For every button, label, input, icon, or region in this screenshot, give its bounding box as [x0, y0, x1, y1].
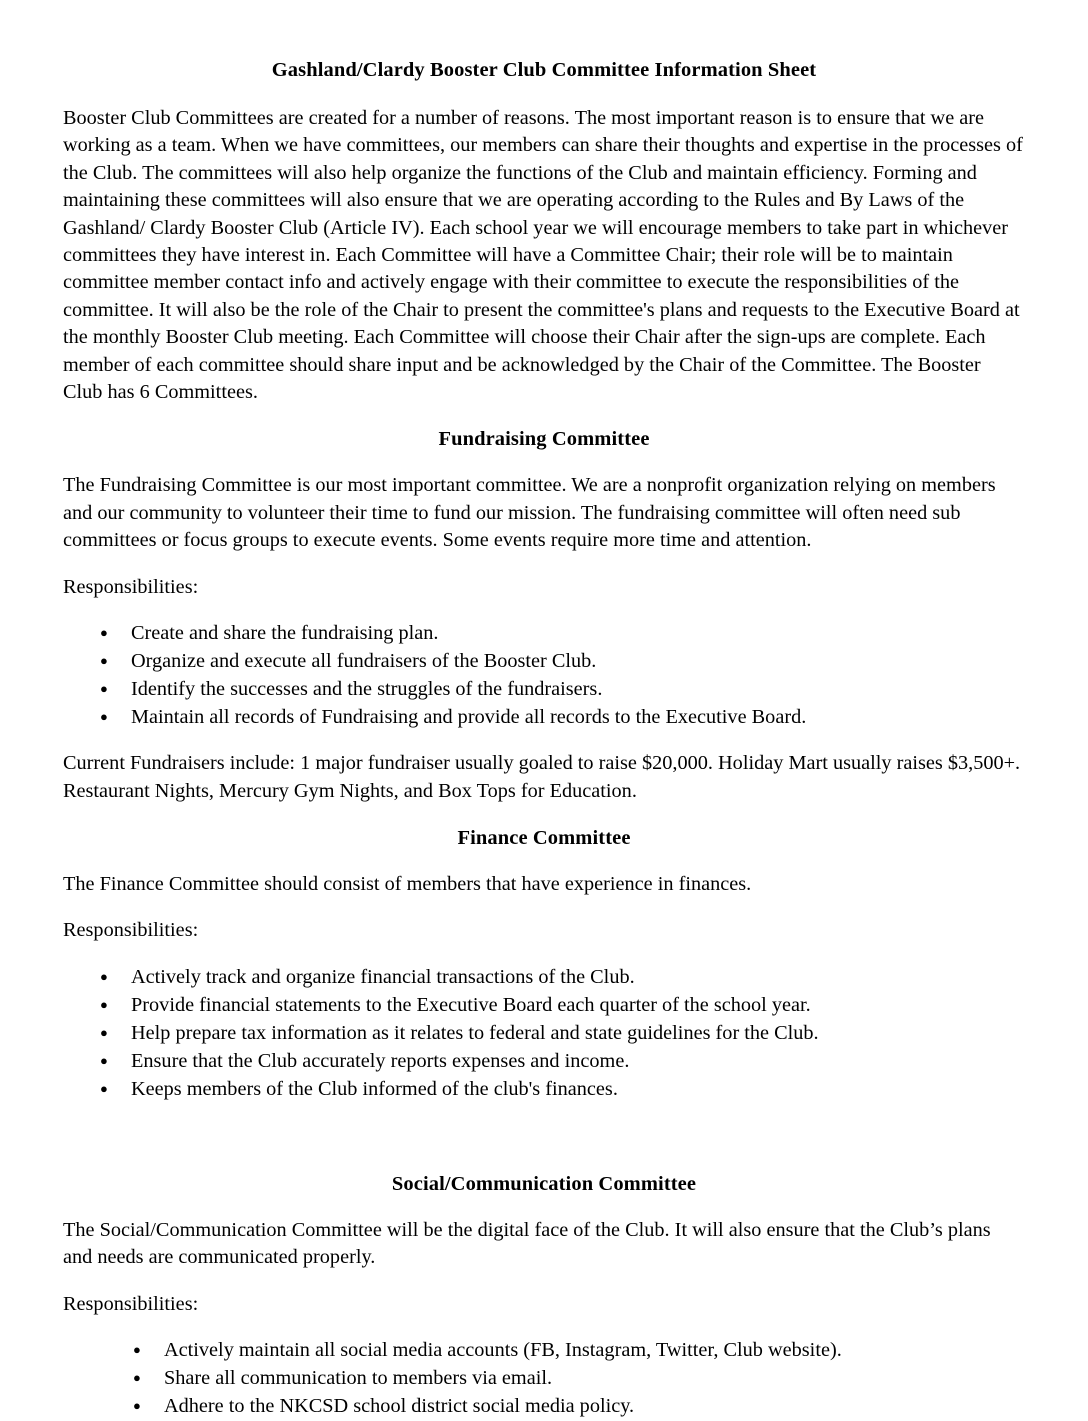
list-item: ● Create and share the fundraising plan.: [63, 619, 1025, 647]
list-item: ● Ensure that the Club accurately reports expenses and income.: [63, 1047, 1025, 1075]
list-item: ● Adhere to the NKCSD school district social media policy.: [63, 1392, 1025, 1420]
section-heading-social-communication: Social/Communication Committee: [391, 1172, 697, 1195]
current-fundraisers-paragraph: Current Fundraisers include: 1 major fundraiser usually goaled to raise $20,000. Holiday Mart usually raises $3,500+. Restaurant Nights, Mercury Gym Nights, and Box Tops for Education.: [63, 752, 1021, 802]
section-description-finance: The Finance Committee should consist of members that have experience in finances.: [63, 872, 752, 895]
responsibilities-label-finance: Responsibilities:: [63, 919, 199, 942]
list-item: ● Identify the successes and the struggles of the fundraisers.: [63, 675, 1025, 703]
list-item: ● Share all communication to members via email.: [63, 1364, 1025, 1392]
list-item: ● Organize and execute all fundraisers of the Booster Club.: [63, 647, 1025, 675]
list-item: ● Keeps members of the Club informed of the club's finances.: [63, 1075, 1025, 1103]
section-heading-fundraising: Fundraising Committee: [438, 428, 650, 451]
responsibilities-list-finance: [63, 963, 1025, 1103]
page-title: Gashland/Clardy Booster Club Committee Information Sheet: [271, 59, 817, 81]
list-item: ● Provide financial statements to the Executive Board each quarter of the school year.: [63, 991, 1025, 1019]
list-item: ● Help prepare tax information as it relates to federal and state guidelines for the Club.: [63, 1019, 1025, 1047]
section-description-fundraising: The Fundraising Committee is our most important committee. We are a nonprofit organization relying on members and our community to volunteer their time to fund our mission. The fundraising committee will often need sub committees or focus groups to execute events. Some events require more time and attention.: [63, 474, 996, 552]
section-heading-finance: Finance Committee: [457, 826, 631, 849]
responsibilities-list-social-communication: [63, 1336, 1025, 1420]
responsibilities-label-fundraising: Responsibilities:: [63, 575, 199, 598]
intro-paragraph: Booster Club Committees are created for a number of reasons. The most important reason is to ensure that we are working as a team. When we have committees, our members can share their thoughts and expertise in the processes of the Club. The committees will also help organize the functions of the Club and maintain efficiency. Forming and maintaining these committees will also ensure that we are operating according to the Rules and By Laws of the Gashland/ Clardy Booster Club (Article IV). Each school year we will encourage members to take part in whichever committees they have interest in. Each Committee will have a Committee Chair; their role will be to maintain committee member contact info and actively engage with their committee to execute the responsibilities of the committee. It will also be the role of the Chair to present the committee's plans and requests to the Executive Board at the monthly Booster Club meeting. Each Committee will choose their Chair after the sign-ups are complete. Each member of each committee should share input and be acknowledged by the Chair of the Committee. The Booster Club has 6 Committees.: [63, 107, 1023, 404]
list-item: ● Actively maintain all social media accounts (FB, Instagram, Twitter, Club website).: [63, 1336, 1025, 1364]
responsibilities-list-fundraising: [63, 619, 1025, 731]
list-item: ● Maintain all records of Fundraising and provide all records to the Executive Board.: [63, 703, 1025, 731]
list-item: ● Actively track and organize financial transactions of the Club.: [63, 963, 1025, 991]
responsibilities-label-social-communication: Responsibilities:: [63, 1292, 199, 1315]
section-description-social-communication: The Social/Communication Committee will be the digital face of the Club. It will also ensure that the Club’s plans and needs are communicated properly.: [63, 1218, 991, 1269]
